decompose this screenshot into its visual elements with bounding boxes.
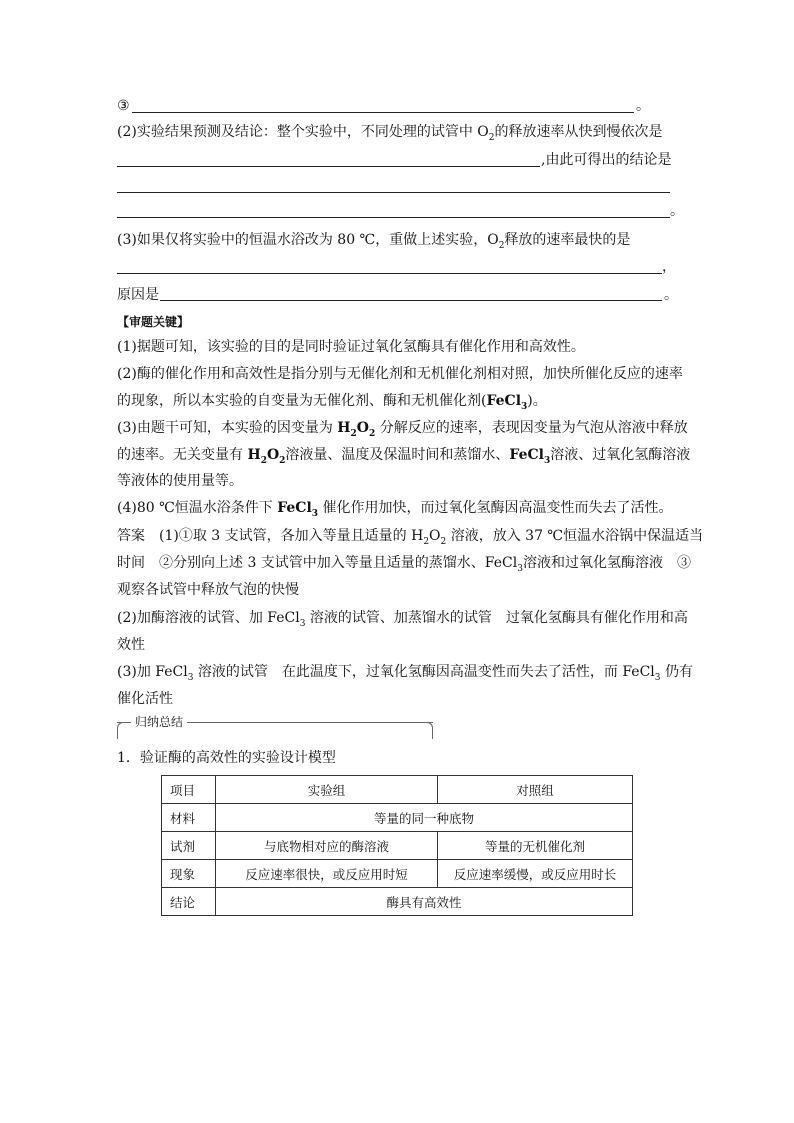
answer-2b: 效性 xyxy=(117,637,145,653)
key-p3c: 等液体的使用量等。 xyxy=(117,473,243,489)
key-p2b: 的现象，所以本实验的自变量为无催化剂、酶和无机催化剂(FeCl$_3$)。 xyxy=(117,393,547,412)
table-cell: 等量的无机催化剂 xyxy=(438,832,633,860)
q3-blank-line xyxy=(117,96,130,116)
answer-blank[interactable] xyxy=(117,217,670,218)
table-cell: 现象 xyxy=(162,860,216,888)
question-2: (2)实验结果预测及结论：整个实验中，不同处理的试管中 $O_2$的释放速率从快到慢依次是 xyxy=(117,124,663,143)
answer-3b: 催化活性 xyxy=(117,691,173,707)
summary-item-1: 1．验证酶的高效性的实验设计模型 xyxy=(117,750,336,766)
answer-blank[interactable] xyxy=(117,166,540,167)
table-row xyxy=(162,804,633,832)
summary-label: 归纳总结 xyxy=(131,713,187,730)
table-cell: 等量的同一种底物 xyxy=(216,804,633,832)
key-p2a: (2)酶的催化作用和高效性是指分别与无催化剂和无机催化剂相对照，加快所催化反应的速率 xyxy=(117,366,683,382)
period: 。 xyxy=(636,98,650,114)
table-cell: 项目 xyxy=(162,776,216,804)
key-p3a: (3)由题干可知，本实验的因变量为 $H_2O_2$ 分解反应的速率，表现因变量为气泡从溶液中释放 xyxy=(117,420,688,439)
key-p3b: 的速率。无关变量有 $H_2O_2$溶液量、温度及保温时间和蒸馏水、FeCl$_3$溶液、过氧化氢酶溶液 xyxy=(117,447,691,466)
table-header-row xyxy=(162,776,633,804)
table-cell: 对照组 xyxy=(438,776,633,804)
table-cell: 与底物相对应的酶溶液 xyxy=(216,832,438,860)
key-p4: (4)80 ℃恒温水浴条件下 FeCl$_3$ 催化作用加快，而过氧化氢酶因高温变性而失去了活性。 xyxy=(117,500,673,519)
answer-2a: (2)加酶溶液的试管、加 FeCl$_3$ 溶液的试管、加蒸馏水的试管 过氧化氢酶具有催化作用和高 xyxy=(117,610,688,629)
period: 。 xyxy=(664,287,678,303)
answer-blank[interactable] xyxy=(132,112,634,113)
question-3: (3)如果仅将实验中的恒温水浴改为 80 ℃，重做上述实验，$O_2$释放的速率最快的是 xyxy=(117,232,631,251)
table-cell: 实验组 xyxy=(216,776,438,804)
table-cell: 反应速率很快，或反应用时短 xyxy=(216,860,438,888)
answer-blank[interactable] xyxy=(117,192,670,193)
enzyme-efficiency-table xyxy=(161,775,633,916)
table-cell: 试剂 xyxy=(162,832,216,860)
period: 。 xyxy=(670,203,684,219)
table-row xyxy=(162,832,633,860)
answer-blank[interactable] xyxy=(160,300,662,301)
reason-label: 原因是 xyxy=(117,287,159,303)
key-p1: (1)据题可知，该实验的目的是同时验证过氧化氢酶具有催化作用和高效性。 xyxy=(117,339,585,355)
summary-header-frame xyxy=(117,715,433,741)
table-cell: 结论 xyxy=(162,888,216,916)
table-cell: 酶具有高效性 xyxy=(216,888,633,916)
table-cell: 反应速率缓慢，或反应用时长 xyxy=(438,860,633,888)
circled-3-marker: ③ xyxy=(117,98,130,114)
q2-line2-tail: ,由此可得出的结论是 xyxy=(541,152,672,168)
table-row xyxy=(162,888,633,916)
table-row xyxy=(162,860,633,888)
comma: ， xyxy=(662,259,676,275)
answer-blank[interactable] xyxy=(117,273,662,274)
key-title: 【审题关键】 xyxy=(117,315,190,329)
answer-1b: 时间 ②分别向上述 3 支试管中加入等量且适量的蒸馏水、FeCl$_3$溶液和过氧化氢酶溶液 ③ xyxy=(117,555,691,574)
table-cell: 材料 xyxy=(162,804,216,832)
answer-1a: 答案 (1)①取 3 支试管，各加入等量且适量的 $H_2O_2$ 溶液，放入 37 ℃恒温水浴锅中保温适当 xyxy=(117,528,704,547)
answer-1c: 观察各试管中释放气泡的快慢 xyxy=(117,582,299,598)
answer-3a: (3)加 FeCl$_3$ 溶液的试管 在此温度下，过氧化氢酶因高温变性而失去了活性，而 FeCl$_3$ 仍有 xyxy=(117,664,693,683)
answer-label: 答案 xyxy=(117,528,145,544)
